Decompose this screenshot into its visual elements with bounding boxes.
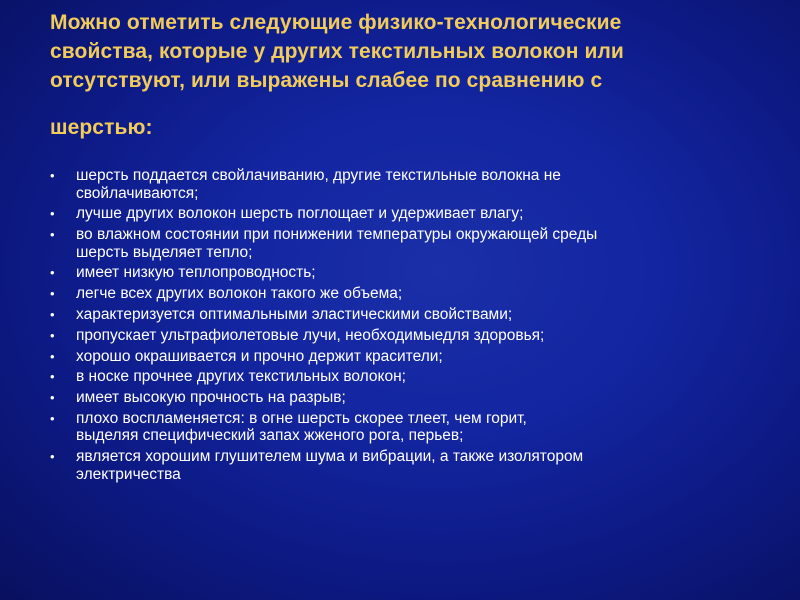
bullet-dot-icon: • (50, 348, 55, 364)
list-item (48, 167, 768, 202)
title-line-1: Можно отметить следующие физико-технологические (50, 11, 622, 34)
list-item-text (76, 368, 768, 386)
list-item-text (76, 327, 768, 345)
list-item-text (76, 226, 768, 261)
bullet-dot-icon: • (50, 168, 55, 183)
list-item (48, 306, 768, 324)
list-item-text (76, 167, 768, 202)
title-line-3: отсутствуют, или выражены слабее по сравнению с (50, 69, 603, 92)
list-item-text (76, 285, 768, 303)
list-item (48, 410, 768, 445)
list-item-text (76, 410, 768, 445)
bullet-dot-icon: • (50, 327, 55, 343)
bullet-dot-icon: • (50, 265, 55, 281)
list-item (48, 368, 768, 386)
list-item (48, 348, 768, 366)
list-item-line: электричества (76, 465, 181, 483)
bullet-dot-icon: • (50, 206, 55, 222)
list-item-line: свойлачиваются; (76, 184, 199, 202)
list-item-line: имеет высокую прочность на разрыв; (76, 389, 346, 407)
bullet-dot-icon: • (50, 286, 55, 302)
list-item-text (76, 205, 768, 223)
list-item-line: лучше других волокон шерсть поглощает и удерживает влагу; (76, 205, 524, 223)
list-item-line: имеет низкую теплопроводность; (76, 264, 316, 282)
list-item-line: выделяя специфический запах жженого рога, перьев; (76, 427, 464, 445)
title-line-2: свойства, которые у других текстильных волокон или (50, 40, 624, 63)
bullet-list (48, 167, 768, 487)
list-item-line: является хорошим глушителем шума и вибрации, а также изолятором (76, 448, 584, 466)
list-item-line: шерсть выделяет тепло; (76, 243, 253, 261)
list-item (48, 327, 768, 345)
list-item (48, 448, 768, 483)
list-item (48, 285, 768, 303)
list-item-line: хорошо окрашивается и прочно держит красители; (76, 347, 443, 365)
list-item (48, 389, 768, 407)
bullet-dot-icon: • (50, 306, 55, 322)
list-item-line: во влажном состоянии при понижении температуры окружающей среды (76, 226, 598, 244)
list-item (48, 226, 768, 261)
list-item-line: пропускает ультрафиолетовые лучи, необходимыедля здоровья; (76, 326, 545, 344)
bullet-dot-icon: • (50, 227, 55, 243)
slide-title (50, 8, 750, 142)
list-item-line: легче всех других волокон такого же объема; (76, 285, 403, 303)
bullet-dot-icon: • (50, 369, 55, 385)
list-item-line: характеризуется оптимальными эластическими свойствами; (76, 305, 513, 323)
list-item-text (76, 389, 768, 407)
bullet-dot-icon: • (50, 390, 55, 406)
bullet-dot-icon: • (50, 449, 55, 465)
list-item-text (76, 348, 768, 366)
list-item-line: шерсть поддается свойлачиванию, другие текстильные волокна не (76, 167, 561, 184)
bullet-dot-icon: • (50, 410, 55, 426)
title-line-4: шерстью: (50, 116, 153, 139)
list-item-text (76, 448, 768, 483)
list-item (48, 264, 768, 282)
list-item-line: плохо воспламеняется: в огне шерсть скорее тлеет, чем горит, (76, 409, 527, 427)
list-item-line: в носке прочнее других текстильных волокон; (76, 368, 406, 386)
list-item-text (76, 306, 768, 324)
list-item-text (76, 264, 768, 282)
list-item (48, 205, 768, 223)
